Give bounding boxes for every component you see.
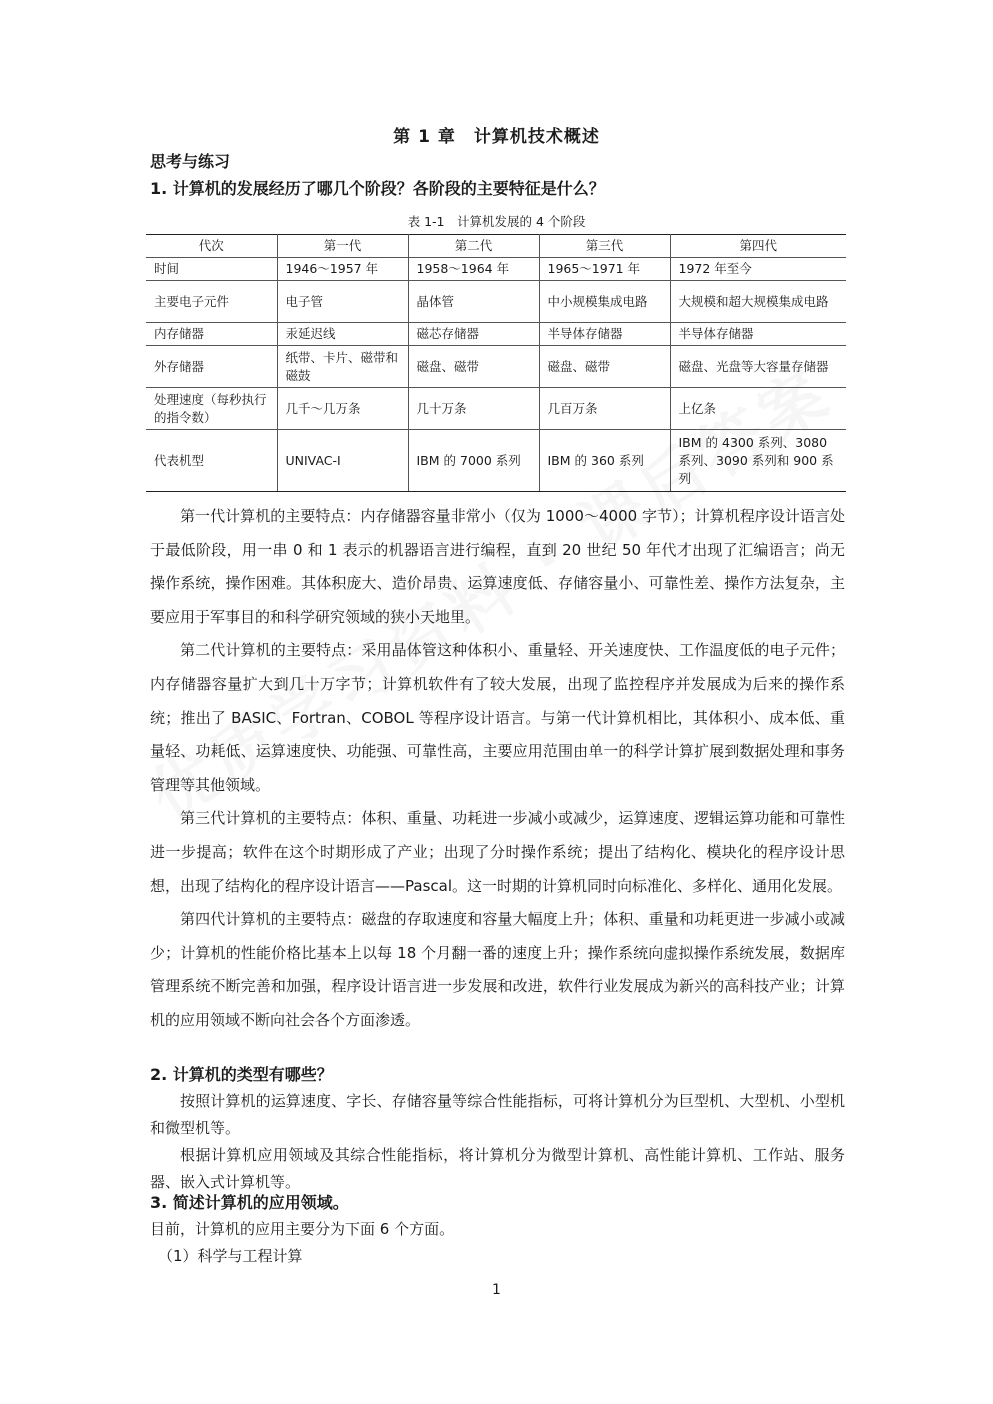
table-cell: 半导体存储器 <box>670 323 846 346</box>
table-cell: 处理速度（每秒执行的指令数） <box>146 388 277 430</box>
table-cell: 汞延迟线 <box>277 323 408 346</box>
paragraph: 根据计算机应用领域及其综合性能指标，将计算机分为微型计算机、高性能计算机、工作站、服务器、嵌入式计算机等。 <box>150 1146 845 1191</box>
table-header-cell: 第三代 <box>539 235 670 258</box>
table-header-cell: 第一代 <box>277 235 408 258</box>
paragraph: 第一代计算机的主要特点：内存储器容量非常小（仅为 1000～4000 字节）；计算机程序设计语言处于最低阶段，用一串 0 和 1 表示的机器语言进行编程，直到 20 世纪 50 年代才出现了汇编语言；尚无操作系统，操作困难。其体积庞大、造价昂贵、运算速度低、存储容量小、可靠性差、操作方法复杂，主要应用于军事目的和科学研究领域的狭小天地里。 <box>150 507 845 626</box>
table-header-cell: 代次 <box>146 235 277 258</box>
list-item: （1）科学与工程计算 <box>158 1247 303 1265</box>
paragraph: 目前，计算机的应用主要分为下面 6 个方面。 <box>150 1220 455 1238</box>
table-cell: 磁盘、磁带 <box>408 346 539 388</box>
question-1-heading: 1. 计算机的发展经历了哪几个阶段？各阶段的主要特征是什么？ <box>150 179 605 198</box>
table-row <box>146 323 846 346</box>
question-2-section <box>150 1062 845 1196</box>
question-3-heading: 3. 简述计算机的应用领域。 <box>150 1193 349 1212</box>
table-cell: IBM 的 7000 系列 <box>408 430 539 492</box>
paragraph: 第三代计算机的主要特点：体积、重量、功耗进一步减小或减少，运算速度、逻辑运算功能和可靠性进一步提高；软件在这个时期形成了产业；出现了分时操作系统；提出了结构化、模块化的程序设计思想，出现了结构化的程序设计语言——Pascal。这一时期的计算机同时向标准化、多样化、通用化发展。 <box>150 809 845 895</box>
table-cell: 磁芯存储器 <box>408 323 539 346</box>
table-cell: 外存储器 <box>146 346 277 388</box>
paragraph: 第二代计算机的主要特点：采用晶体管这种体积小、重量轻、开关速度快、工作温度低的电子元件；内存储器容量扩大到几十万字节；计算机软件有了较大发展，出现了监控程序并发展成为后来的操作系统；推出了 BASIC、Fortran、COBOL 等程序设计语言。与第一代计算机相比，其体积小、成本低、重量轻、功耗低、运算速度快、功能强、可靠性高，主要应用范围由单一的科学计算扩展到数据处理和事务管理等其他领域。 <box>150 641 845 794</box>
table-cell: 纸带、卡片、磁带和磁鼓 <box>277 346 408 388</box>
table-row <box>146 258 846 281</box>
paragraph: 按照计算机的运算速度、字长、存储容量等综合性能指标，可将计算机分为巨型机、大型机、小型机和微型机等。 <box>150 1092 845 1137</box>
table-cell: 几千～几万条 <box>277 388 408 430</box>
page-number: 1 <box>492 1282 501 1298</box>
table-row <box>146 346 846 388</box>
table-cell: 中小规模集成电路 <box>539 281 670 323</box>
question-2-heading: 2. 计算机的类型有哪些？ <box>150 1065 333 1084</box>
table-cell: 晶体管 <box>408 281 539 323</box>
table-cell: 时间 <box>146 258 277 281</box>
table-row <box>146 430 846 492</box>
table-cell: 主要电子元件 <box>146 281 277 323</box>
table-cell: 代表机型 <box>146 430 277 492</box>
table-header-row <box>146 235 846 258</box>
table-cell: 1972 年至今 <box>670 258 846 281</box>
table-cell: 几十万条 <box>408 388 539 430</box>
table-row <box>146 388 846 430</box>
question-3-section <box>150 1190 845 1270</box>
table-row <box>146 281 846 323</box>
table-cell: IBM 的 4300 系列、3080 系列、3090 系列和 900 系列 <box>670 430 846 492</box>
table-cell: 半导体存储器 <box>539 323 670 346</box>
table-cell: UNIVAC-I <box>277 430 408 492</box>
table-cell: 电子管 <box>277 281 408 323</box>
paragraph: 第四代计算机的主要特点：磁盘的存取速度和容量大幅度上升；体积、重量和功耗更进一步减小或减少；计算机的性能价格比基本上以每 18 个月翻一番的速度上升；操作系统向虚拟操作系统发展，数据库管理系统不断完善和加强，程序设计语言进一步发展和改进，软件行业发展成为新兴的高科技产业；计算机的应用领域不断向社会各个方面渗透。 <box>150 910 845 1029</box>
table-cell: 磁盘、磁带 <box>539 346 670 388</box>
table-header-cell: 第四代 <box>670 235 846 258</box>
generations-table <box>146 234 846 492</box>
table-header-cell: 第二代 <box>408 235 539 258</box>
table-caption: 表 1-1 计算机发展的 4 个阶段 <box>407 214 586 229</box>
table-cell: 几百万条 <box>539 388 670 430</box>
table-cell: 上亿条 <box>670 388 846 430</box>
table-cell: 大规模和超大规模集成电路 <box>670 281 846 323</box>
table-cell: 1958～1964 年 <box>408 258 539 281</box>
table-cell: 磁盘、光盘等大容量存储器 <box>670 346 846 388</box>
table-cell: IBM 的 360 系列 <box>539 430 670 492</box>
chapter-title: 第 1 章 计算机技术概述 <box>393 127 600 147</box>
table-cell: 1965～1971 年 <box>539 258 670 281</box>
table-cell: 内存储器 <box>146 323 277 346</box>
generations-description <box>150 500 845 1038</box>
section-heading: 思考与练习 <box>150 152 231 171</box>
table-cell: 1946～1957 年 <box>277 258 408 281</box>
